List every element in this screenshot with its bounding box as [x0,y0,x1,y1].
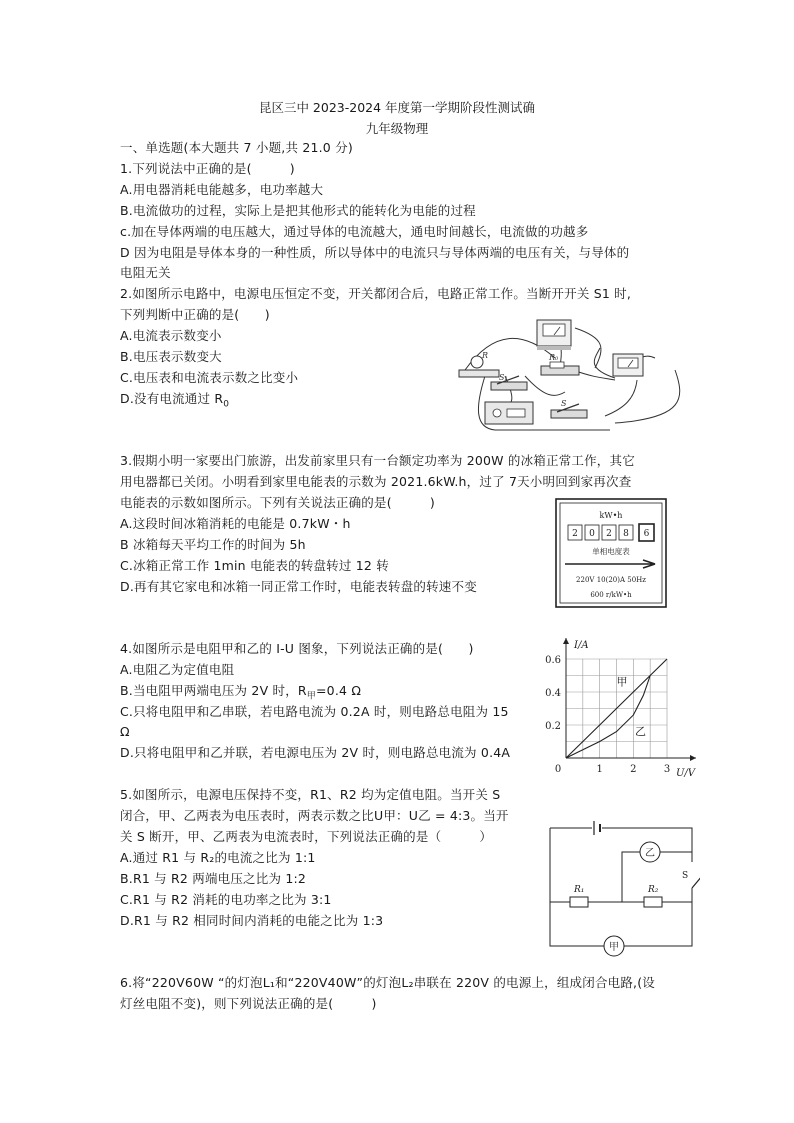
voltmeter [537,320,571,350]
q3-option-a: A.这段时间冰箱消耗的电能是 0.7kW・h [120,516,351,531]
q5-option-a: A.通过 R1 与 R₂的电流之比为 1:1 [120,850,316,865]
q4-option-b [120,682,361,706]
q5-r2-label: R₂ [648,885,659,895]
q2-fig-s1-label: S₁ [499,373,508,382]
q4-option-c: C.只将电阻甲和乙串联，若电路电流为 0.2A 时，则电路总电阻为 15 [120,704,509,719]
q5-switch [692,876,700,888]
exam-title: 昆区三中 2023-2024 年度第一学期阶段性测试确 [258,100,536,115]
x-axis-arrow [690,755,696,761]
q3-stem-cont-1: 用电器都已关闭。小明看到家里电能表的示数为 2021.6kW.h，过了 7天小明回到家再次查 [120,474,632,489]
meter-digit-2: 0 [589,529,595,539]
y-axis-label: I/A [574,640,589,651]
q5-meter-jia-label: 甲 [609,942,619,953]
x-tick-label: 0 [554,764,562,775]
meter-unit: kW•h [599,511,623,520]
series-label-jia: 甲 [616,675,628,689]
q5-r1 [570,897,588,907]
q5-option-d: D.R1 与 R2 相同时间内消耗的电能之比为 1:3 [120,913,384,928]
y-tick-label: 0.6 [545,655,561,666]
q5-s-label: S [682,871,689,881]
q2-stem: 2.如图所示电路中，电源电压恒定不变，开关都闭合后，电路正常工作。当断开开关 S1 时, [120,286,632,301]
q1-option-c: c.加在导体两端的电压越大，通过导体的电流越大，通电时间越长，电流做的功越多 [120,224,589,239]
q2-option-d-sub: 0 [223,399,230,410]
q2-fig-r1-label: R [482,351,489,360]
power-supply [485,402,533,424]
y-tick-label: 0.4 [545,688,561,699]
x-axis-label: U/V [676,768,696,779]
x-tick-label: 2 [630,764,637,775]
q4-option-b-pre: B.当电阻甲两端电压为 2V 时，R [120,683,307,698]
meter-digit-3: 2 [606,529,612,539]
meter-rating: 220V 10(20)A 50Hz [576,576,646,584]
meter-digit-4: 8 [623,529,629,539]
q3-option-b: B 冰箱每天平均工作的时间为 5h [120,537,306,552]
q5-meter-yi-label: 乙 [645,848,655,859]
r1-lamp [459,351,499,377]
q3-option-c: C.冰箱正常工作 1min 电能表的转盘转过 12 转 [120,558,389,573]
q5-r2 [644,897,662,907]
q5-circuit-figure [540,818,700,960]
q2-option-a: A.电流表示数变小 [120,328,222,343]
x-tick-label: 3 [663,764,671,775]
q1-option-a: A.用电器消耗电能越多，电功率越大 [120,182,324,197]
series-label-yi: 乙 [635,724,647,738]
q6-stem-cont: 灯丝电阻不变)，则下列说法正确的是( ) [120,996,377,1011]
q2-option-c: C.电压表和电流表示数之比变小 [120,370,299,385]
q2-option-d [120,390,229,414]
q5-battery [594,821,600,835]
q5-r1-label: R₁ [574,885,585,895]
y-axis-arrow [563,638,569,644]
q1-option-d-cont: 电阻无关 [120,265,171,280]
section-heading: 一、单选题(本大题共 7 小题,共 21.0 分) [120,140,353,155]
q3-electricity-meter [555,498,667,608]
exam-subtitle: 九年级物理 [365,121,429,136]
q1-stem: 1.下列说法中正确的是( ) [120,161,295,176]
q5-option-c: C.R1 与 R2 消耗的电功率之比为 3:1 [120,892,332,907]
meter-digit-1: 2 [572,529,578,539]
q3-option-d: D.再有其它家电和冰箱一同正常工作时，电能表转盘的转速不变 [120,579,477,594]
q2-option-b: B.电压表示数变大 [120,349,222,364]
q4-option-b-post: =0.4 Ω [316,683,362,698]
q3-stem-cont-2: 电能表的示数如图所示。下列有关说法正确的是( ) [120,495,435,510]
q2-circuit-figure [455,318,685,436]
q4-option-a: A.电阻乙为定值电阻 [120,662,235,677]
q1-option-b: B.电流做功的过程，实际上是把其他形式的能转化为电能的过程 [120,203,476,218]
resistor-r0 [541,353,579,375]
y-tick-label: 0.2 [545,721,561,732]
switch-s [551,399,587,418]
q2-fig-s-label: S [561,399,567,408]
q4-option-d: D.只将电阻甲和乙并联，若电源电压为 2V 时，则电路总电流为 0.4A [120,745,511,760]
q2-fig-r0-label: R₀ [549,353,559,362]
q5-stem-cont-1: 闭合，甲、乙两表为电压表时，两表示数之比U甲：U乙 = 4:3。当开 [120,808,509,823]
meter-decimal-digit: 6 [643,529,650,539]
q4-option-c-cont: Ω [120,724,130,739]
q5-stem: 5.如图所示，电源电压保持不变，R1、R2 均为定值电阻。当开关 S [120,787,501,802]
q4-iu-chart [538,632,703,780]
q4-option-b-sub: 甲 [306,691,316,702]
x-tick-label: 1 [596,764,603,775]
q1-option-d: D 因为电阻是导体本身的一种性质，所以导体中的电流只与导体两端的电压有关，与导体的 [120,245,630,260]
meter-name: 单相电度表 [592,547,630,556]
q6-stem: 6.将“220V60W “的灯泡L₁和“220V40W”的灯泡L₂串联在 220V 的电源上，组成闭合电路,(设 [120,975,656,990]
q2-option-d-text: D.没有电流通过 R [120,391,224,406]
q5-option-b: B.R1 与 R2 两端电压之比为 1:2 [120,871,307,886]
q3-stem: 3.假期小明一家要出门旅游，出发前家里只有一台额定功率为 200W 的冰箱正常工作，其它 [120,453,635,468]
q2-stem-cont: 下列判断中正确的是( ) [120,307,270,322]
meter-revolutions: 600 r/kW•h [590,591,632,599]
ammeter [613,354,643,376]
q5-stem-cont-2: 关 S 断开，甲、乙两表为电流表时，下列说法正确的是（ ） [120,829,493,844]
q4-stem: 4.如图所示是电阻甲和乙的 I-U 图象，下列说法正确的是( ) [120,641,474,656]
